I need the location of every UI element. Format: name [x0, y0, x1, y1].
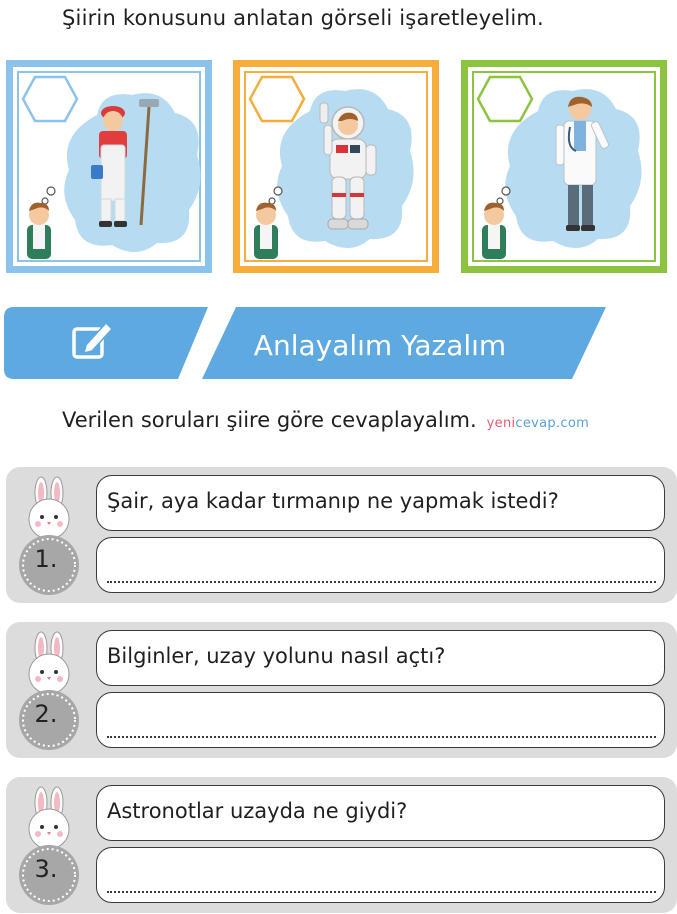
question-text: Astronotlar uzayda ne giydi? [107, 799, 408, 823]
question-panel-3 [6, 777, 677, 913]
thinking-boy-icon [470, 185, 516, 265]
astronaut-figure-icon [302, 99, 392, 239]
subtitle-line [62, 408, 589, 432]
card-astronaut[interactable] [233, 60, 439, 273]
question-panel-2 [6, 622, 677, 758]
question-box [96, 630, 665, 686]
question-panel-1 [6, 467, 677, 603]
doctor-figure-icon [544, 91, 624, 241]
answer-dotted-line [107, 891, 656, 893]
question-number: 2. [34, 700, 58, 728]
instruction-text: Şiirin konusunu anlatan görseli işaretleyelim. [62, 6, 544, 30]
watermark: yenicevap.com [486, 416, 590, 431]
answer-field[interactable] [96, 692, 665, 748]
question-box [96, 475, 665, 531]
section-banner [0, 305, 677, 381]
bunny-icon [12, 783, 88, 907]
painter-figure-icon [83, 95, 163, 235]
subtitle-text: Verilen soruları şiire göre cevaplayalım. [62, 408, 477, 432]
question-box [96, 785, 665, 841]
bunny-icon [12, 628, 88, 752]
question-number: 1. [34, 545, 58, 573]
answer-field[interactable] [96, 537, 665, 593]
thinking-boy-icon [15, 185, 61, 265]
bunny-icon [12, 473, 88, 597]
thinking-boy-icon [242, 185, 288, 265]
answer-dotted-line [107, 581, 656, 583]
question-text: Şair, aya kadar tırmanıp ne yapmak istedi? [107, 489, 559, 513]
banner-title: Anlayalım Yazalım [253, 329, 507, 362]
question-number: 3. [34, 855, 58, 883]
answer-dotted-line [107, 736, 656, 738]
question-text: Bilginler, uzay yolunu nasıl açtı? [107, 644, 446, 668]
answer-field[interactable] [96, 847, 665, 903]
card-doctor[interactable] [461, 60, 667, 273]
card-painter[interactable] [6, 60, 212, 273]
